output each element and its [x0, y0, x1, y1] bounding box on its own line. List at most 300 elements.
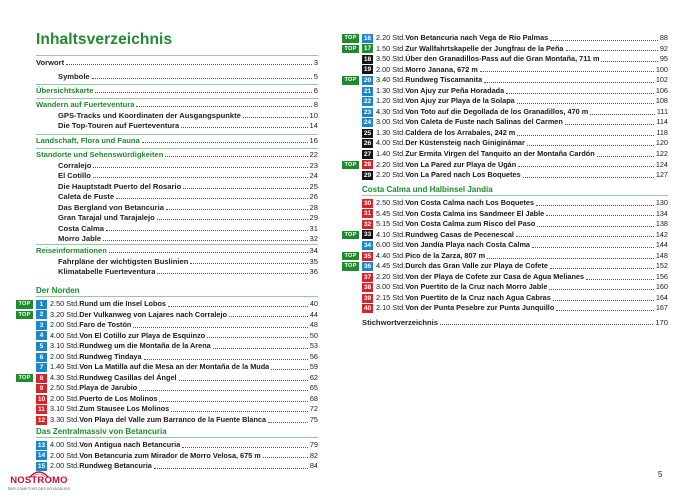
leader-dots [480, 71, 654, 72]
tour-entry[interactable] [36, 451, 318, 462]
leader-dots [553, 300, 654, 301]
toc-entry[interactable] [36, 182, 318, 193]
leader-dots [181, 127, 307, 128]
leader-dots [142, 142, 308, 143]
toc-entry[interactable] [36, 58, 318, 69]
leader-dots [139, 390, 308, 391]
tour-entry[interactable] [362, 240, 668, 251]
tour-number-badge: 34 [363, 241, 372, 249]
region-zentralmassiv-continued [344, 33, 668, 181]
toc-entry-title: Standorte und Sehenswürdigkeiten [36, 150, 164, 159]
toc-entry[interactable] [36, 246, 318, 257]
leader-dots [550, 40, 658, 41]
toc-entry-title: Landschaft, Flora und Fauna [36, 136, 140, 145]
tour-number-badge: 3 [36, 321, 47, 330]
toc-entry-page: 22 [309, 150, 318, 159]
toc-entry-page: 6 [313, 86, 318, 95]
tour-page: 56 [309, 351, 318, 361]
tour-title: Von Puertito de la Cruz nach Agua Cabras [405, 292, 551, 302]
toc-entry[interactable] [36, 161, 318, 172]
tour-number-badge: 40 [363, 305, 372, 313]
tour-page: 84 [309, 461, 318, 471]
tour-page: 106 [655, 85, 668, 95]
tour-entry[interactable] [36, 394, 318, 405]
top-badge: TOP [342, 76, 359, 85]
tour-entry[interactable] [362, 219, 668, 230]
tour-page: 62 [309, 372, 318, 382]
toc-entry-title: El Cotillo [58, 171, 91, 180]
tour-page: 148 [655, 250, 668, 260]
contents-block-wandern [36, 98, 318, 132]
leader-dots [159, 401, 307, 402]
leader-dots [506, 93, 654, 94]
leader-dots [550, 268, 654, 269]
toc-entry-title: Wandern auf Fuerteventura [36, 100, 135, 109]
leader-dots [484, 82, 654, 83]
tour-number-badge: 19 [363, 66, 372, 74]
tour-duration: 2.20 Std. [376, 33, 406, 42]
toc-entry-page: 14 [309, 121, 318, 130]
tour-number-badge: 21 [363, 87, 372, 95]
contents-block-karte [36, 84, 318, 97]
tour-title: Von der Punta Pesebre zur Punta Junquillo [405, 303, 555, 313]
tour-number-badge: 12 [37, 416, 46, 424]
tour-duration: 4.30 Std. [50, 372, 80, 382]
leader-dots [109, 252, 308, 253]
leader-dots [556, 310, 654, 311]
tour-number-badge: 4 [36, 331, 47, 340]
tour-number-badge: 2 [36, 310, 47, 319]
toc-entry-title: Reiseinformationen [36, 246, 107, 255]
tour-duration: 2.00 Std. [50, 450, 80, 460]
leader-dots [590, 114, 655, 115]
tour-duration: 1.30 Std. [376, 127, 406, 137]
tour-duration: 4.00 Std. [50, 330, 80, 340]
tour-entry[interactable] [362, 86, 668, 97]
tour-page: 44 [309, 309, 318, 319]
index-entry[interactable] [362, 318, 668, 329]
tour-entry[interactable] [18, 309, 318, 321]
tour-number-badge: 28 [363, 161, 372, 169]
leader-dots [66, 64, 312, 65]
toc-entry-title: Morro Jable [58, 234, 102, 243]
contents-block-standorte [36, 148, 318, 245]
divider [36, 296, 318, 297]
tour-page: 88 [659, 33, 668, 42]
tour-list [344, 33, 668, 181]
toc-entry-title: Vorwort [36, 58, 65, 67]
tour-page: 111 [656, 106, 668, 116]
index-entry-title: Stichwortverzeichnis [362, 318, 438, 327]
publisher-logo [4, 466, 74, 496]
tour-entry[interactable] [362, 138, 668, 149]
tour-duration: 3.00 Std. [376, 282, 406, 292]
leader-dots [546, 215, 654, 216]
leader-dots [116, 198, 307, 199]
tour-page: 95 [659, 54, 668, 64]
tour-duration: 2.20 Std. [376, 271, 406, 281]
toc-entry-title: Gran Tarajal und Tarajalejo [58, 213, 155, 222]
leader-dots [229, 316, 308, 317]
tour-title: Puerto de Los Molinos [79, 393, 158, 403]
toc-entry-page: 32 [309, 234, 318, 243]
tour-page: 152 [655, 261, 668, 271]
tour-entry[interactable] [362, 293, 668, 304]
tour-duration: 1.40 Std. [376, 149, 406, 159]
toc-entry[interactable] [36, 150, 318, 161]
tour-title: Rundweg Casas de Pecenescal [405, 229, 514, 239]
tour-title: Zum Stausee Los Molinos [79, 404, 170, 414]
tour-title: Von der Playa de Cofete zur Casa de Agua Melianes [405, 271, 585, 281]
tour-number-badge: 18 [363, 55, 372, 63]
tour-page: 120 [655, 138, 668, 148]
toc-entry-page: 28 [309, 202, 318, 212]
contents-block-vorwort [36, 55, 318, 82]
tour-list [18, 299, 318, 426]
toc-entry-page: 29 [309, 213, 318, 222]
tour-duration: 4.00 Std. [50, 440, 80, 449]
tour-entry[interactable] [362, 149, 668, 160]
leader-dots [154, 468, 308, 469]
tour-page: 108 [655, 96, 668, 106]
tour-entry[interactable] [36, 341, 318, 352]
tour-number-badge: 26 [363, 140, 372, 148]
tour-page: 53 [309, 341, 318, 351]
tour-page: 59 [309, 362, 318, 372]
tour-entry[interactable] [36, 331, 318, 342]
tour-entry[interactable] [36, 362, 318, 373]
tour-entry[interactable] [36, 352, 318, 363]
toc-entry-title: Klimatabelle Fuerteventura [58, 267, 156, 276]
toc-entry-page: 24 [309, 171, 318, 180]
toc-entry[interactable] [36, 100, 318, 111]
tour-title: Rundweg Tindaya [79, 351, 142, 361]
tour-entry[interactable] [362, 107, 668, 118]
toc-entry[interactable] [36, 72, 318, 83]
tour-title: Von Jandía Playa nach Costa Calma [405, 240, 530, 250]
tour-entry[interactable] [362, 170, 668, 181]
toc-entry-page: 8 [313, 100, 318, 109]
toc-entry-page: 25 [309, 181, 318, 191]
tour-entry[interactable] [362, 128, 668, 139]
leader-dots [487, 258, 654, 259]
tour-title: Von Costa Calma ins Sandmeer El Jable [405, 208, 545, 218]
tour-page: 118 [656, 127, 668, 137]
toc-entry-page: 23 [309, 160, 318, 170]
toc-entry-page: 26 [309, 192, 318, 201]
tour-number-badge: 10 [37, 395, 46, 403]
leader-dots [136, 106, 311, 107]
tour-number-badge: 35 [363, 252, 372, 260]
tour-number-badge: 39 [363, 294, 372, 302]
tour-entry[interactable] [36, 404, 318, 415]
tour-number-badge: 31 [363, 210, 372, 218]
tour-duration: 1.50 Std. [376, 43, 406, 53]
tour-entry[interactable] [362, 198, 668, 209]
region-costa-calma [344, 184, 668, 314]
tour-title: Von Costa Calma nach Los Boquetes [405, 198, 535, 207]
leader-dots [133, 327, 307, 328]
tour-title: Von Caleta de Fuste nach Salinas del Carmen [405, 117, 563, 127]
toc-entry[interactable] [36, 86, 318, 97]
tour-entry[interactable] [362, 303, 668, 314]
tour-duration: 3.50 Std. [376, 54, 406, 64]
tour-entry[interactable] [36, 383, 318, 394]
top-badge: TOP [342, 161, 359, 170]
tour-page: 122 [655, 149, 668, 159]
leader-dots [157, 219, 308, 220]
logo-subtitle: DER COMPTOIR DES VOYAGEURS [7, 487, 71, 491]
contents-block-reise [36, 244, 318, 278]
tour-title: Playa de Jarubio [79, 383, 138, 393]
leader-dots [171, 411, 308, 412]
page-number: 5 [658, 470, 663, 479]
toc-entry[interactable] [36, 136, 318, 147]
toc-entry[interactable] [36, 203, 318, 214]
tour-number-badge: 36 [363, 263, 372, 271]
tour-duration: 2.20 Std. [376, 170, 406, 180]
tour-list [344, 198, 668, 314]
tour-title: Von La Matilla auf die Mesa an der Montaña de la Muda [79, 362, 270, 372]
toc-entry-title: Caleta de Fuste [58, 192, 115, 201]
tour-page: 127 [655, 170, 668, 180]
divider [36, 437, 318, 438]
tour-title: Zur Wallfahrtskapelle der Jungfrau de la Peña [405, 43, 564, 53]
toc-entry-page: 5 [313, 71, 318, 81]
tour-entry[interactable] [362, 96, 668, 107]
index-entry-page: 170 [655, 318, 668, 327]
tour-duration: 5.15 Std. [376, 219, 406, 229]
tour-title: Von Betancuria zum Mirador de Morro Velosa, 675 m [79, 450, 261, 460]
top-badge: TOP [16, 374, 33, 383]
tour-page: 40 [309, 299, 318, 308]
toc-entry-title: Die Hauptstadt Puerto del Rosario [58, 181, 182, 191]
tour-entry[interactable] [36, 440, 318, 451]
tour-page: 130 [655, 198, 668, 207]
leader-dots [440, 324, 653, 325]
tour-page: 144 [655, 240, 668, 250]
tour-number-badge: 24 [363, 119, 372, 127]
tour-entry[interactable] [344, 75, 668, 86]
tour-entry[interactable] [362, 272, 668, 283]
tour-title: Von Playa del Valle zum Barranco de la Fuente Blanca [79, 415, 267, 425]
tour-number-badge: 11 [36, 405, 47, 414]
tour-duration: 2.10 Std. [376, 303, 406, 313]
toc-entry-title: Das Bergland von Betancuria [58, 202, 164, 212]
divider [36, 98, 318, 99]
toc-entry-page: 35 [309, 256, 318, 266]
leader-dots [549, 289, 653, 290]
toc-entry[interactable] [36, 267, 318, 278]
tour-page: 65 [309, 383, 318, 393]
tour-title: Rund um die Insel Lobos [79, 299, 166, 308]
region-zentralmassiv [36, 426, 318, 472]
tour-entry[interactable] [362, 282, 668, 293]
tour-title: Von El Cotillo zur Playa de Esquinzo [79, 330, 206, 340]
divider [36, 244, 318, 245]
tour-entry[interactable] [344, 33, 668, 44]
leader-dots [213, 348, 308, 349]
divider [362, 195, 668, 196]
tour-number-badge: 15 [37, 462, 46, 470]
tour-page: 138 [655, 219, 668, 229]
toc-entry[interactable] [36, 213, 318, 224]
tour-title: Der Küstensteig nach Giniginámar [405, 138, 525, 148]
toc-entry[interactable] [36, 234, 318, 245]
tour-duration: 4.45 Std. [376, 261, 406, 271]
tour-page: 75 [309, 415, 318, 425]
leader-dots [516, 236, 654, 237]
tour-page: 72 [309, 404, 318, 414]
tour-entry[interactable] [18, 372, 318, 384]
tour-duration: 6.00 Std. [376, 240, 406, 250]
leader-dots [168, 306, 308, 307]
tour-number-badge: 13 [37, 441, 46, 449]
tour-entry[interactable] [344, 229, 668, 241]
tour-page: 79 [309, 440, 318, 449]
tour-page: 124 [655, 159, 668, 169]
toc-entry[interactable] [36, 224, 318, 235]
page-title: Inhaltsverzeichnis [36, 31, 173, 48]
divider [36, 148, 318, 149]
leader-dots [144, 359, 308, 360]
tour-title: Pico de la Zarza, 807 m [405, 250, 486, 260]
toc-entry[interactable] [36, 121, 318, 132]
toc-entry-page: 36 [309, 267, 318, 276]
tour-duration: 3.40 Std. [376, 75, 406, 85]
tour-duration: 2.50 Std. [50, 299, 80, 308]
tour-duration: 4.10 Std. [376, 229, 406, 239]
tour-title: Von Costa Calma zum Risco del Paso [405, 219, 536, 229]
tour-number-badge: 8 [36, 374, 47, 383]
tour-duration: 1.20 Std. [376, 96, 406, 106]
tour-title: Morro Janana, 672 m [405, 64, 478, 74]
tour-page: 160 [655, 282, 668, 292]
tour-entry[interactable] [362, 117, 668, 128]
tour-duration: 2.00 Std. [376, 64, 406, 74]
tour-duration: 3.30 Std. [50, 415, 80, 425]
tour-entry[interactable] [344, 43, 668, 55]
tour-title: Von La Pared zur Playa de Ugán [405, 159, 517, 169]
tour-duration: 3.10 Std. [50, 404, 80, 414]
tour-number-badge: 29 [363, 171, 372, 179]
tour-number-badge: 16 [363, 34, 372, 42]
tour-page: 114 [656, 117, 668, 127]
tour-number-badge: 20 [363, 76, 372, 84]
top-badge: TOP [342, 45, 359, 54]
leader-dots [597, 156, 654, 157]
toc-entry[interactable] [36, 257, 318, 268]
index-block [362, 318, 668, 329]
tour-number-badge: 32 [363, 220, 372, 228]
tour-duration: 2.00 Std. [50, 351, 80, 361]
leader-dots [165, 156, 307, 157]
tour-entry[interactable] [362, 54, 668, 65]
tour-number-badge: 25 [363, 129, 372, 137]
leader-dots [157, 273, 307, 274]
tour-page: 102 [655, 75, 668, 85]
top-badge: TOP [342, 231, 359, 240]
tour-entry[interactable] [36, 415, 318, 426]
toc-entry-page: 16 [309, 136, 318, 145]
leader-dots [586, 279, 654, 280]
region-title: Das Zentralmassiv von Betancuria [36, 427, 167, 436]
toc-entry[interactable] [36, 111, 318, 122]
top-badge: TOP [16, 300, 33, 309]
tour-entry[interactable] [36, 320, 318, 331]
leader-dots [243, 117, 308, 118]
leader-dots [523, 177, 654, 178]
tour-entry[interactable] [344, 261, 668, 272]
leader-dots [601, 61, 657, 62]
top-badge: TOP [342, 34, 359, 43]
tour-duration: 3.00 Std. [376, 117, 406, 127]
tour-entry[interactable] [344, 250, 668, 262]
tour-duration: 4.00 Std. [376, 138, 406, 148]
tour-entry[interactable] [362, 65, 668, 76]
tour-page: 164 [655, 292, 668, 302]
tour-entry[interactable] [362, 209, 668, 220]
leader-dots [536, 205, 654, 206]
tour-duration: 2.50 Std. [376, 198, 406, 207]
tour-list [36, 440, 318, 472]
leader-dots [106, 230, 308, 231]
tour-number-badge: 14 [37, 452, 46, 460]
tour-entry[interactable] [344, 159, 668, 171]
toc-entry-title: Übersichtskarte [36, 86, 94, 95]
tour-title: Rundweg um die Montaña de la Arena [79, 341, 211, 351]
leader-dots [527, 145, 654, 146]
leader-dots [183, 188, 307, 189]
toc-entry[interactable] [36, 171, 318, 182]
tour-number-badge: 5 [36, 342, 47, 351]
divider [36, 55, 318, 56]
tour-page: 48 [309, 320, 318, 330]
leader-dots [182, 447, 308, 448]
tour-title: Von Puertito de la Cruz nach Morro Jable [405, 282, 548, 292]
tour-duration: 1.30 Std. [376, 85, 406, 95]
leader-dots [95, 92, 311, 93]
tour-entry[interactable] [36, 461, 318, 472]
leader-dots [166, 209, 308, 210]
tour-title: Durch das Gran Valle zur Playa de Cofete [405, 261, 548, 271]
tour-entry[interactable] [18, 299, 318, 310]
tour-title: Von Betancuria nach Vega de Río Palmas [405, 33, 549, 42]
tour-duration: 4.40 Std. [376, 250, 406, 260]
tour-duration: 4.30 Std. [376, 106, 406, 116]
toc-entry[interactable] [36, 192, 318, 203]
tour-duration: 2.00 Std. [50, 461, 80, 471]
logo-wordmark: NOSTROMO [10, 475, 68, 486]
region-title: Costa Calma und Halbinsel Jandía [362, 185, 493, 194]
divider [36, 84, 318, 85]
tour-title: Von Toto auf die Degollada de los Granadillos, 470 m [405, 106, 589, 116]
tour-number-badge: 27 [363, 150, 372, 158]
tour-duration: 2.00 Std. [50, 393, 80, 403]
tour-number-badge: 17 [363, 45, 372, 53]
tour-number-badge: 23 [363, 108, 372, 116]
region-title: Der Norden [36, 286, 80, 295]
top-badge: TOP [342, 252, 359, 261]
tour-duration: 2.15 Std. [376, 292, 406, 302]
tour-title: Rundweg Betancuria [79, 461, 152, 471]
toc-entry-page: 31 [309, 223, 318, 233]
tour-page: 82 [309, 450, 318, 460]
tour-title: Zur Ermita Virgen del Tanquito an der Montaña Cardón [405, 149, 595, 159]
tour-duration: 3.10 Std. [50, 341, 80, 351]
leader-dots [93, 177, 308, 178]
leader-dots [179, 380, 308, 381]
